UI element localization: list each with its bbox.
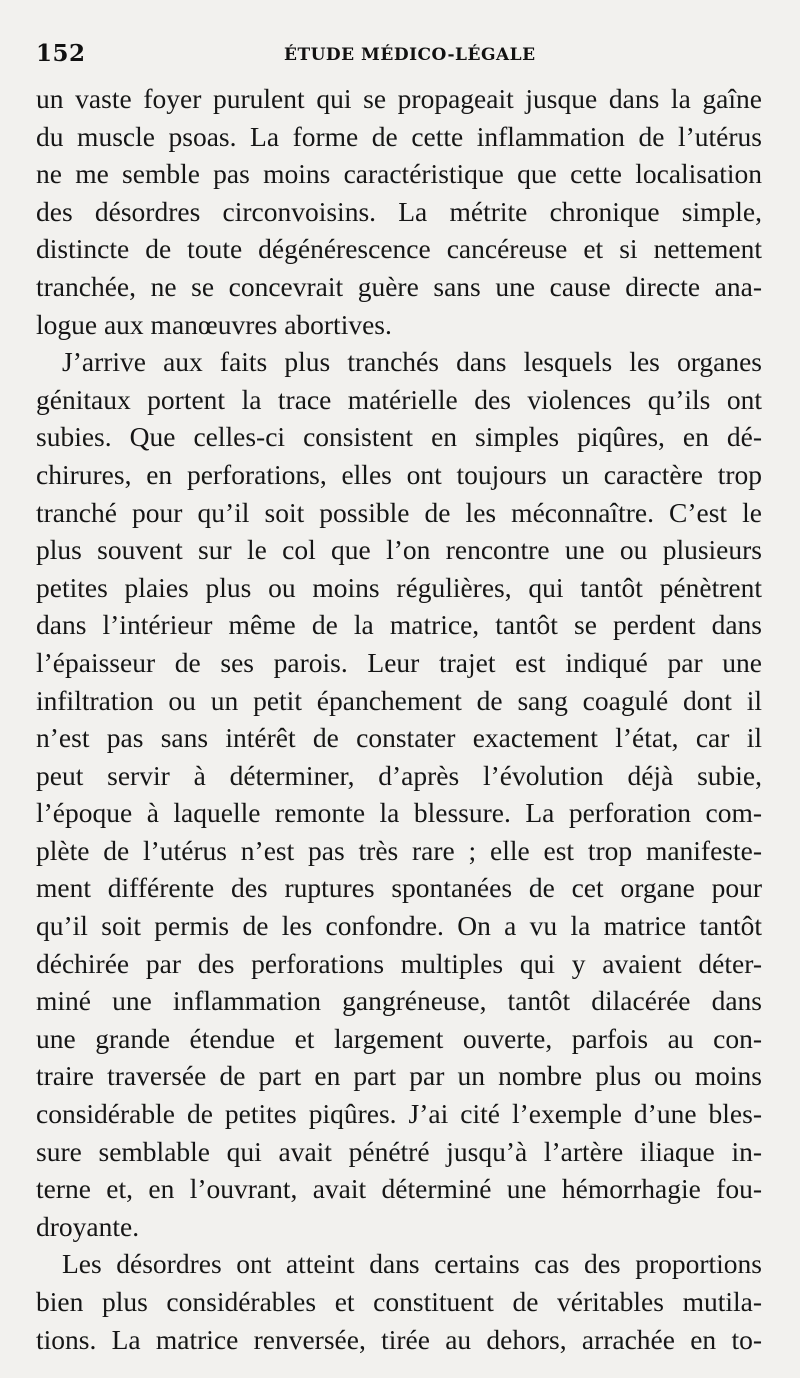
text-line: n’est pas sans intérêt de constater exactement l’état, car il <box>36 722 762 754</box>
text-line: terne et, en l’ouvrant, avait déterminé une hémorrhagie fou- <box>36 1173 762 1205</box>
paragraph-1 <box>36 80 762 343</box>
text-line: déchirée par des perforations multiples qui y avaient déter- <box>36 947 762 979</box>
text-line: une grande étendue et largement ouverte, parfois au con- <box>36 1022 762 1054</box>
text-line: J’arrive aux faits plus tranchés dans lesquels les organes <box>62 346 762 378</box>
text-line: traire traversée de part en part par un nombre plus ou moins <box>36 1060 762 1092</box>
text-line: tranché pour qu’il soit possible de les méconnaître. C’est le <box>36 496 762 528</box>
text-line: Les désordres ont atteint dans certains cas des proportions <box>62 1248 762 1280</box>
text-line: un vaste foyer purulent qui se propageait jusque dans la gaîne <box>36 83 762 114</box>
text-line: bien plus considérables et constituent de véritables mutila- <box>36 1286 762 1317</box>
text-line: tions. La matrice renversée, tirée au dehors, arrachée en to- <box>36 1323 762 1355</box>
running-title: ÉTUDE MÉDICO-LÉGALE <box>284 45 536 65</box>
text-line: sure semblable qui avait pénétré jusqu’à l’artère iliaque in- <box>36 1135 762 1167</box>
text-line: l’époque à laquelle remonte la blessure. La perforation com- <box>36 797 762 829</box>
text-line: petites plaies plus ou moins régulières, qui tantôt pénètrent <box>36 571 762 603</box>
text-line: génitaux portent la trace matérielle des violences qu’ils ont <box>36 383 762 415</box>
text-line: ne me semble pas moins caractéristique que cette localisation <box>36 158 762 190</box>
paragraph-2 <box>36 343 762 1245</box>
text-line: qu’il soit permis de les confondre. On a vu la matrice tantôt <box>36 910 762 942</box>
text-line: logue aux manœuvres abortives. <box>36 308 392 340</box>
text-line: subies. Que celles-ci consistent en simples piqûres, en dé- <box>36 421 762 453</box>
text-line: plus souvent sur le col que l’on rencontre une ou plusieurs <box>36 534 762 566</box>
text-line: miné une inflammation gangréneuse, tantôt dilacérée dans <box>36 985 762 1017</box>
body-text <box>36 80 762 1358</box>
text-line: ment différente des ruptures spontanées de cet organe pour <box>36 872 762 904</box>
text-line: peut servir à déterminer, d’après l’évolution déjà subie, <box>36 759 762 791</box>
text-line: dans l’intérieur même de la matrice, tantôt se perdent dans <box>36 609 762 641</box>
text-line: tranchée, ne se concevrait guère sans une cause directe ana- <box>36 270 762 302</box>
text-line: droyante. <box>36 1210 140 1242</box>
text-line: distincte de toute dégénérescence cancéreuse et si nettement <box>36 233 762 265</box>
text-line: infiltration ou un petit épanchement de sang coagulé dont il <box>36 684 762 716</box>
text-line: des désordres circonvoisins. La métrite chronique simple, <box>36 195 762 227</box>
text-line: considérable de petites piqûres. J’ai cité l’exemple d’une bles- <box>36 1098 762 1130</box>
paragraph-3 <box>36 1245 762 1358</box>
text-line: l’épaisseur de ses parois. Leur trajet est indiqué par une <box>36 646 762 678</box>
text-line: plète de l’utérus n’est pas très rare ; elle est trop manifeste- <box>36 834 762 866</box>
text-line: du muscle psoas. La forme de cette inflammation de l’utérus <box>36 120 762 152</box>
page-number: 152 <box>36 40 86 67</box>
page-header <box>36 40 762 72</box>
text-line: chirures, en perforations, elles ont toujours un caractère trop <box>36 458 762 490</box>
